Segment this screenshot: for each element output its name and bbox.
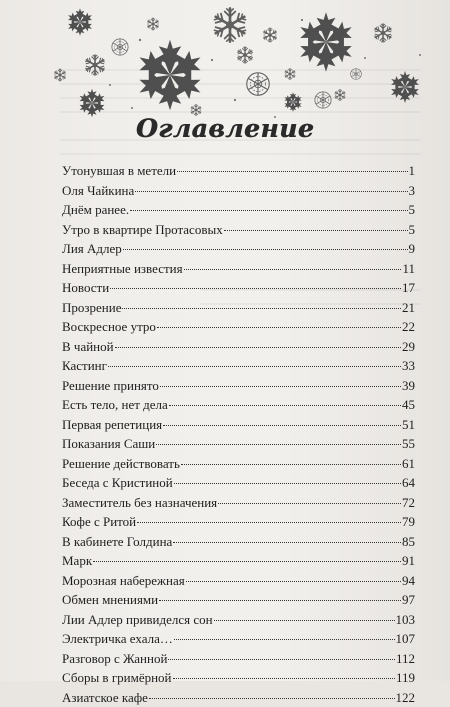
toc-entry-title: Заместитель без назначения <box>62 493 217 513</box>
toc-dot-leader <box>173 677 395 679</box>
toc-dot-leader <box>115 346 401 348</box>
toc-entry <box>62 512 415 532</box>
toc-dot-leader <box>156 443 401 445</box>
toc-entry <box>62 571 415 591</box>
toc-entry-page-number: 21 <box>402 298 415 318</box>
toc-entry-title: Решение действовать <box>62 454 180 474</box>
snowflakes-decoration <box>0 0 450 130</box>
toc-dot-leader <box>169 404 401 406</box>
toc-entry <box>62 415 415 435</box>
toc-entry-page-number: 64 <box>402 473 415 493</box>
toc-entry <box>62 317 415 337</box>
toc-entry-title: Неприятные известия <box>62 259 183 279</box>
toc-dot-leader <box>160 385 401 387</box>
toc-entry-page-number: 51 <box>402 415 415 435</box>
toc-dot-leader <box>174 638 395 640</box>
toc-entry-title: Решение принято <box>62 376 159 396</box>
toc-entry-title: Утро в квартире Протасовых <box>62 220 223 240</box>
toc-entry-page-number: 17 <box>402 278 415 298</box>
toc-dot-leader <box>149 697 395 699</box>
toc-entry-page-number: 29 <box>402 337 415 357</box>
toc-dot-leader <box>108 365 401 367</box>
toc-dot-leader <box>123 248 408 250</box>
toc-entry <box>62 181 415 201</box>
toc-entry-title: Днём ранее. <box>62 200 129 220</box>
toc-entry-title: Первая репетиция <box>62 415 162 435</box>
toc-entry-page-number: 1 <box>409 161 416 181</box>
toc-entry-title: Азиатское кафе <box>62 688 148 707</box>
toc-entry <box>62 532 415 552</box>
toc-entry-page-number: 119 <box>396 668 415 688</box>
toc-entry-title: Показания Саши <box>62 434 155 454</box>
toc-entry-title: В кабинете Голдина <box>62 532 172 552</box>
toc-entry <box>62 493 415 513</box>
toc-entry <box>62 161 415 181</box>
toc-entry-page-number: 61 <box>402 454 415 474</box>
toc-dot-leader <box>137 521 401 523</box>
toc-dot-leader <box>173 541 401 543</box>
toc-dot-leader <box>157 326 401 328</box>
toc-entry <box>62 200 415 220</box>
toc-entry-title: Сборы в гримёрной <box>62 668 172 688</box>
toc-dot-leader <box>186 580 401 582</box>
toc-entry-page-number: 94 <box>402 571 415 591</box>
toc-entry-title: Утонувшая в метели <box>62 161 176 181</box>
toc-entry <box>62 239 415 259</box>
toc-entry-page-number: 5 <box>409 220 416 240</box>
toc-entry-page-number: 79 <box>402 512 415 532</box>
toc-entry-page-number: 112 <box>396 649 415 669</box>
toc-dot-leader <box>159 599 401 601</box>
toc-entry-page-number: 9 <box>409 239 416 259</box>
toc-dot-leader <box>184 268 402 270</box>
toc-entry-title: Воскресное утро <box>62 317 156 337</box>
toc-dot-leader <box>218 502 401 504</box>
toc-entry <box>62 259 415 279</box>
toc-entry <box>62 337 415 357</box>
toc-entry-page-number: 107 <box>396 629 416 649</box>
toc-entry-page-number: 22 <box>402 317 415 337</box>
toc-entry <box>62 688 415 707</box>
toc-dot-leader <box>214 619 395 621</box>
toc-entry-page-number: 103 <box>396 610 416 630</box>
toc-entry-page-number: 72 <box>402 493 415 513</box>
toc-dot-leader <box>130 209 407 211</box>
toc-entry-title: Кофе с Ритой <box>62 512 136 532</box>
toc-entry <box>62 220 415 240</box>
toc-entry <box>62 629 415 649</box>
toc-entry-title: В чайной <box>62 337 114 357</box>
toc-entry-page-number: 11 <box>402 259 415 279</box>
toc-entry-title: Обмен мнениями <box>62 590 158 610</box>
toc-entry-title: Прозрение <box>62 298 121 318</box>
toc-entry <box>62 356 415 376</box>
toc-dot-leader <box>163 424 401 426</box>
toc-entry <box>62 473 415 493</box>
toc-dot-leader <box>135 190 407 192</box>
toc-entry-page-number: 97 <box>402 590 415 610</box>
toc-dot-leader <box>93 560 401 562</box>
toc-entry <box>62 668 415 688</box>
toc-entry <box>62 551 415 571</box>
toc-entry <box>62 434 415 454</box>
toc-dot-leader <box>181 463 401 465</box>
toc-entry-page-number: 122 <box>396 688 416 707</box>
toc-entry-page-number: 39 <box>402 376 415 396</box>
toc-entry-title: Марк <box>62 551 92 571</box>
toc-entry-title: Разговор с Жанной <box>62 649 167 669</box>
toc-dot-leader <box>168 658 395 660</box>
toc-entry <box>62 590 415 610</box>
toc-entry <box>62 298 415 318</box>
toc-entry <box>62 278 415 298</box>
toc-entry-page-number: 85 <box>402 532 415 552</box>
toc-entry-title: Морозная набережная <box>62 571 185 591</box>
toc-entry-page-number: 55 <box>402 434 415 454</box>
toc-entry <box>62 376 415 396</box>
toc-dot-leader <box>224 229 408 231</box>
toc-dot-leader <box>110 287 401 289</box>
toc-entry-page-number: 33 <box>402 356 415 376</box>
toc-entry <box>62 610 415 630</box>
toc-entry-title: Новости <box>62 278 109 298</box>
toc-entry-title: Есть тело, нет дела <box>62 395 168 415</box>
toc-entry-page-number: 5 <box>409 200 416 220</box>
toc-dot-leader <box>122 307 401 309</box>
toc-entry <box>62 395 415 415</box>
toc-entry-title: Беседа с Кристиной <box>62 473 173 493</box>
toc-entry-page-number: 3 <box>409 181 416 201</box>
toc-dot-leader <box>177 170 407 172</box>
page-title: Оглавление <box>0 114 450 143</box>
table-of-contents <box>62 161 415 707</box>
toc-entry-title: Лии Адлер привиделся сон <box>62 610 213 630</box>
toc-entry <box>62 454 415 474</box>
toc-entry-title: Электричка ехала… <box>62 629 173 649</box>
toc-entry-page-number: 91 <box>402 551 415 571</box>
toc-dot-leader <box>174 482 401 484</box>
toc-entry-title: Кастинг <box>62 356 107 376</box>
toc-entry-title: Оля Чайкина <box>62 181 134 201</box>
toc-entry-title: Лия Адлер <box>62 239 122 259</box>
toc-entry <box>62 649 415 669</box>
toc-entry-page-number: 45 <box>402 395 415 415</box>
